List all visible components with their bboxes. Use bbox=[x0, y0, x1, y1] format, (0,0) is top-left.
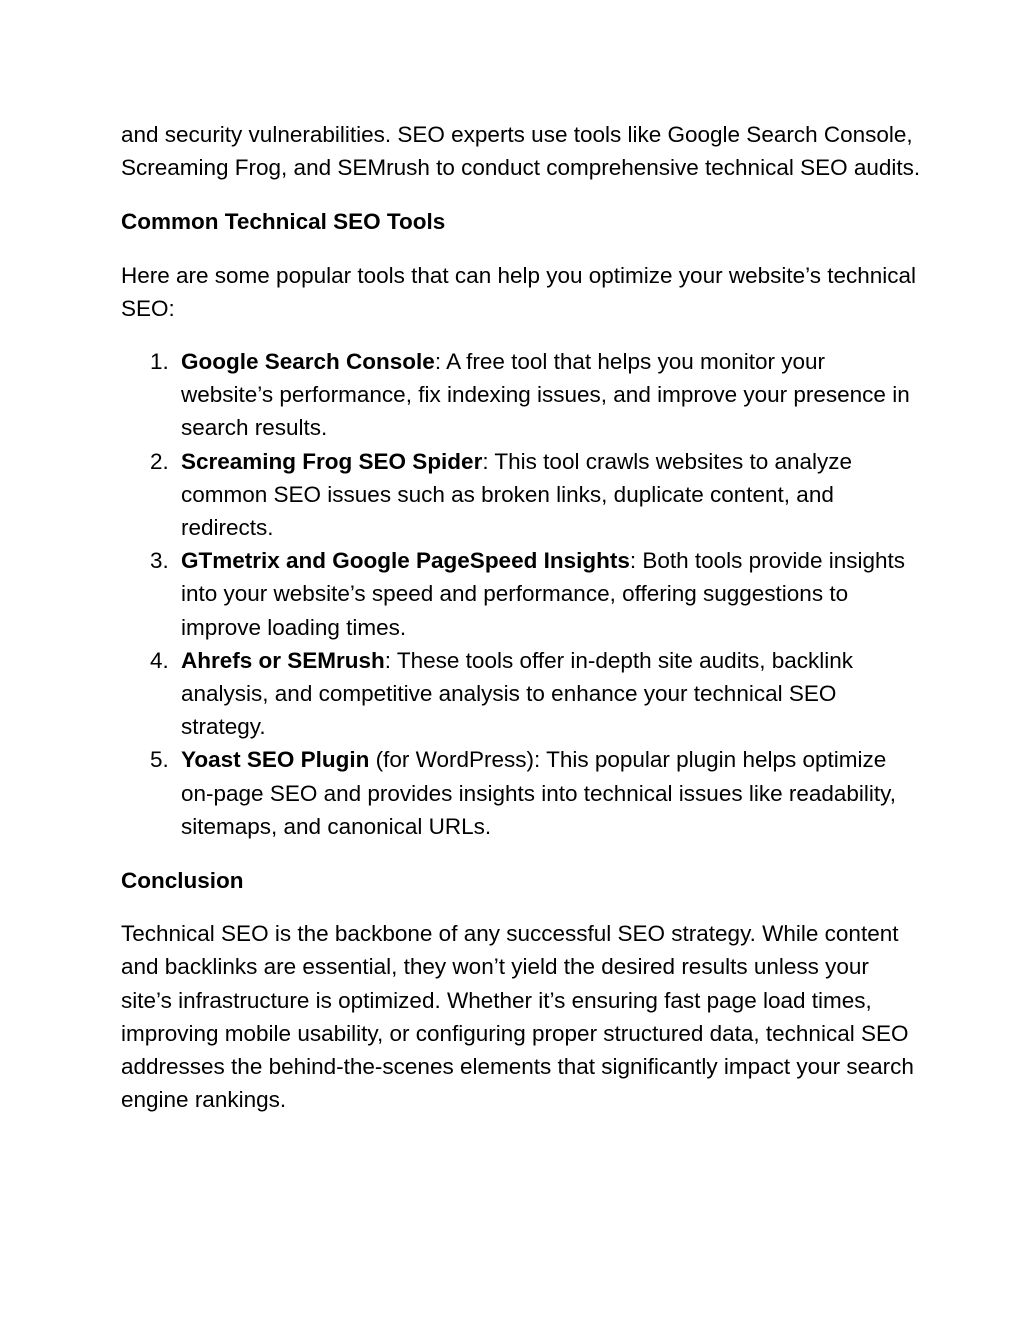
tool-description: : A free tool that helps you monitor your website’s performance, fix indexing issues, and improve your presence in search results. bbox=[181, 349, 910, 441]
tool-name: Screaming Frog SEO Spider bbox=[181, 448, 483, 474]
list-item bbox=[121, 544, 921, 644]
list-item-number: 3. bbox=[150, 548, 169, 574]
intro-paragraph: and security vulnerabilities. SEO experts use tools like Google Search Console, Screaming Frog, and SEMrush to conduct comprehensive technical SEO audits. bbox=[121, 122, 921, 181]
tool-name: Yoast SEO Plugin bbox=[181, 747, 370, 773]
tool-description: (for WordPress): This popular plugin helps optimize on-page SEO and provides insights into technical issues like readability, sitemaps, and canonical URLs. bbox=[181, 747, 896, 839]
tool-name: Google Search Console bbox=[181, 349, 435, 375]
list-item bbox=[121, 345, 921, 445]
tools-list bbox=[121, 345, 921, 843]
tool-description: : This tool crawls websites to analyze common SEO issues such as broken links, duplicate content, and redirects. bbox=[181, 448, 853, 541]
conclusion-heading: Conclusion bbox=[121, 868, 244, 894]
list-item-number: 2. bbox=[150, 448, 169, 474]
list-item bbox=[121, 445, 921, 545]
tool-name: Ahrefs or SEMrush bbox=[181, 647, 385, 673]
list-item bbox=[121, 743, 921, 843]
list-item-number: 5. bbox=[150, 747, 169, 773]
tool-description: : These tools offer in-depth site audits, backlink analysis, and competitive analysis to enhance your technical SEO strategy. bbox=[181, 647, 853, 740]
list-item-number: 1. bbox=[150, 349, 169, 375]
document-page bbox=[121, 118, 921, 1116]
conclusion-paragraph: Technical SEO is the backbone of any successful SEO strategy. While content and backlinks are essential, they won’t yield the desired results unless your site’s infrastructure is optimized. Whether it’s ensuring fast page load times, improving mobile usability, or configuring proper structured data, technical SEO addresses the behind-the-scenes elements that significantly impact your search engine rankings. bbox=[121, 921, 914, 1113]
tool-description: : Both tools provide insights into your website’s speed and performance, offering suggestions to improve loading times. bbox=[181, 548, 905, 640]
tools-lead-paragraph: Here are some popular tools that can help you optimize your website’s technical SEO: bbox=[121, 262, 917, 321]
list-item-number: 4. bbox=[150, 647, 169, 673]
list-item bbox=[121, 644, 921, 744]
tools-heading: Common Technical SEO Tools bbox=[121, 209, 446, 235]
tool-name: GTmetrix and Google PageSpeed Insights bbox=[181, 548, 630, 574]
